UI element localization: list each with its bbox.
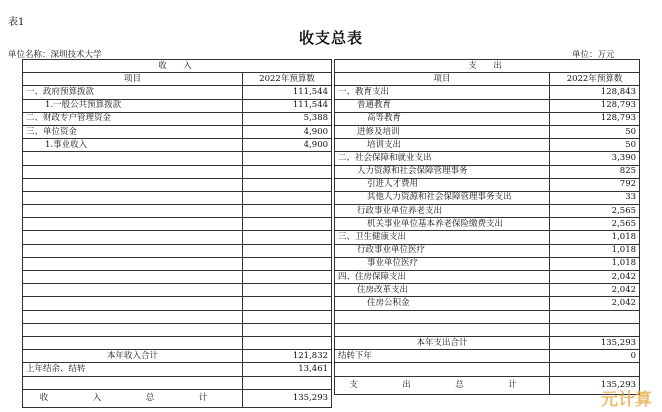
income-row-value: 111,544 <box>243 99 332 112</box>
expense-row-value: 128,793 <box>550 112 640 125</box>
expense-row-name: 人力资源和社会保障管理事务 <box>335 165 550 178</box>
expense-row-name: 机关事业单位基本养老保险缴费支出 <box>335 218 550 231</box>
income-row-name: 1.一般公共预算拨款 <box>23 99 243 112</box>
expense-row <box>335 86 640 99</box>
income-row-name: 一、政府预算拨款 <box>23 86 243 99</box>
expense-row-value: 825 <box>550 165 640 178</box>
expense-row-value: 2,042 <box>550 297 640 310</box>
income-col-budget-header: 2022年预算数 <box>243 73 332 86</box>
expense-row-value: 1,018 <box>550 231 640 244</box>
income-total-label: 本年收入合计 <box>23 350 243 363</box>
expense-carry-label: 结转下年 <box>335 350 550 363</box>
expense-row-name: 进修及培训 <box>335 125 550 138</box>
expense-row <box>335 257 640 270</box>
expense-row-name: 事业单位医疗 <box>335 257 550 270</box>
expense-row <box>335 112 640 125</box>
income-grand-label: 收 入 总 计 <box>23 389 243 407</box>
expense-row-value: 2,565 <box>550 205 640 218</box>
expense-row-value: 128,843 <box>550 86 640 99</box>
expense-row-name: 高等教育 <box>335 112 550 125</box>
expense-row-name: 引进人才费用 <box>335 178 550 191</box>
empty-row <box>23 231 332 244</box>
income-carry-row <box>23 363 332 376</box>
expense-row-value: 50 <box>550 139 640 152</box>
expense-row-name: 二、社会保障和就业支出 <box>335 152 550 165</box>
empty-row <box>23 323 332 336</box>
expense-row <box>335 231 640 244</box>
expense-row-value: 2,565 <box>550 218 640 231</box>
expense-row <box>335 125 640 138</box>
expense-row <box>335 99 640 112</box>
expense-row-name: 住房公积金 <box>335 297 550 310</box>
empty-row <box>23 376 332 389</box>
table-number-label: 表1 <box>8 17 25 28</box>
empty-row <box>335 323 640 336</box>
income-grand-total-row <box>23 389 332 407</box>
expense-row-value: 2,042 <box>550 284 640 297</box>
expense-row <box>335 152 640 165</box>
expense-total-row <box>335 336 640 349</box>
income-row-name: 三、单位资金 <box>23 125 243 138</box>
empty-row <box>23 284 332 297</box>
expense-carry-value: 0 <box>550 350 640 363</box>
empty-row <box>23 297 332 310</box>
income-row <box>23 139 332 152</box>
income-row <box>23 125 332 138</box>
expense-row-name: 一、教育支出 <box>335 86 550 99</box>
income-section-header: 收 入 <box>23 60 332 73</box>
expense-row-name: 普通教育 <box>335 99 550 112</box>
empty-row <box>23 244 332 257</box>
income-carry-value: 13,461 <box>243 363 332 376</box>
income-grand-value: 135,293 <box>243 389 332 407</box>
expense-total-value: 135,293 <box>550 336 640 349</box>
expense-row-value: 2,042 <box>550 271 640 284</box>
empty-row <box>23 257 332 270</box>
expense-col-item-header: 项目 <box>335 73 550 86</box>
income-row-value: 5,388 <box>243 112 332 125</box>
income-carry-label: 上年结余、结转 <box>23 363 243 376</box>
expense-row <box>335 178 640 191</box>
expense-row-name: 四、住房保障支出 <box>335 271 550 284</box>
income-row-value: 4,900 <box>243 125 332 138</box>
expense-carry-row <box>335 350 640 363</box>
expense-row <box>335 191 640 204</box>
empty-row <box>23 218 332 231</box>
income-row <box>23 112 332 125</box>
empty-row <box>335 310 640 323</box>
unit-name-label: 单位名称：深圳技术大学 <box>8 50 102 60</box>
expense-row-value: 33 <box>550 191 640 204</box>
expense-row-value: 1,018 <box>550 244 640 257</box>
income-row-name: 1.事业收入 <box>23 139 243 152</box>
expense-grand-label: 支 出 总 计 <box>335 376 550 394</box>
expense-row-name: 三、卫生健康支出 <box>335 231 550 244</box>
income-row-name: 二、财政专户管理资金 <box>23 112 243 125</box>
expense-table <box>334 59 640 395</box>
income-total-row <box>23 350 332 363</box>
watermark-logo: 元计算 <box>601 390 652 410</box>
empty-row <box>23 165 332 178</box>
expense-row <box>335 218 640 231</box>
expense-row-value: 50 <box>550 125 640 138</box>
currency-unit-label: 单位：万元 <box>572 50 615 60</box>
empty-row <box>23 336 332 349</box>
expense-total-label: 本年支出合计 <box>335 336 550 349</box>
expense-grand-total-row <box>335 376 640 394</box>
income-table <box>22 59 332 408</box>
expense-row-name: 行政事业单位医疗 <box>335 244 550 257</box>
income-row-value: 111,544 <box>243 86 332 99</box>
income-col-item-header: 项目 <box>23 73 243 86</box>
expense-row-value: 792 <box>550 178 640 191</box>
expense-row-name: 住房改革支出 <box>335 284 550 297</box>
empty-row <box>23 191 332 204</box>
empty-row <box>335 363 640 376</box>
expense-row <box>335 297 640 310</box>
income-total-value: 121,832 <box>243 350 332 363</box>
expense-row-name: 其他人力资源和社会保障管理事务支出 <box>335 191 550 204</box>
expense-row <box>335 284 640 297</box>
expense-row <box>335 139 640 152</box>
expense-row-name: 培训支出 <box>335 139 550 152</box>
income-row <box>23 86 332 99</box>
expense-section-header: 支 出 <box>335 60 640 73</box>
page-title: 收支总表 <box>298 29 363 47</box>
expense-row <box>335 244 640 257</box>
expense-col-budget-header: 2022年预算数 <box>550 73 640 86</box>
income-row-value: 4,900 <box>243 139 332 152</box>
expense-row-value: 128,793 <box>550 99 640 112</box>
expense-row <box>335 205 640 218</box>
empty-row <box>23 271 332 284</box>
expense-row-value: 3,390 <box>550 152 640 165</box>
expense-grand-value: 135,293 <box>550 376 640 394</box>
expense-row <box>335 271 640 284</box>
expense-row-value: 1,018 <box>550 257 640 270</box>
empty-row <box>23 205 332 218</box>
expense-row-name: 行政事业单位养老支出 <box>335 205 550 218</box>
empty-row <box>23 310 332 323</box>
empty-row <box>23 152 332 165</box>
empty-row <box>23 178 332 191</box>
expense-row <box>335 165 640 178</box>
income-row <box>23 99 332 112</box>
